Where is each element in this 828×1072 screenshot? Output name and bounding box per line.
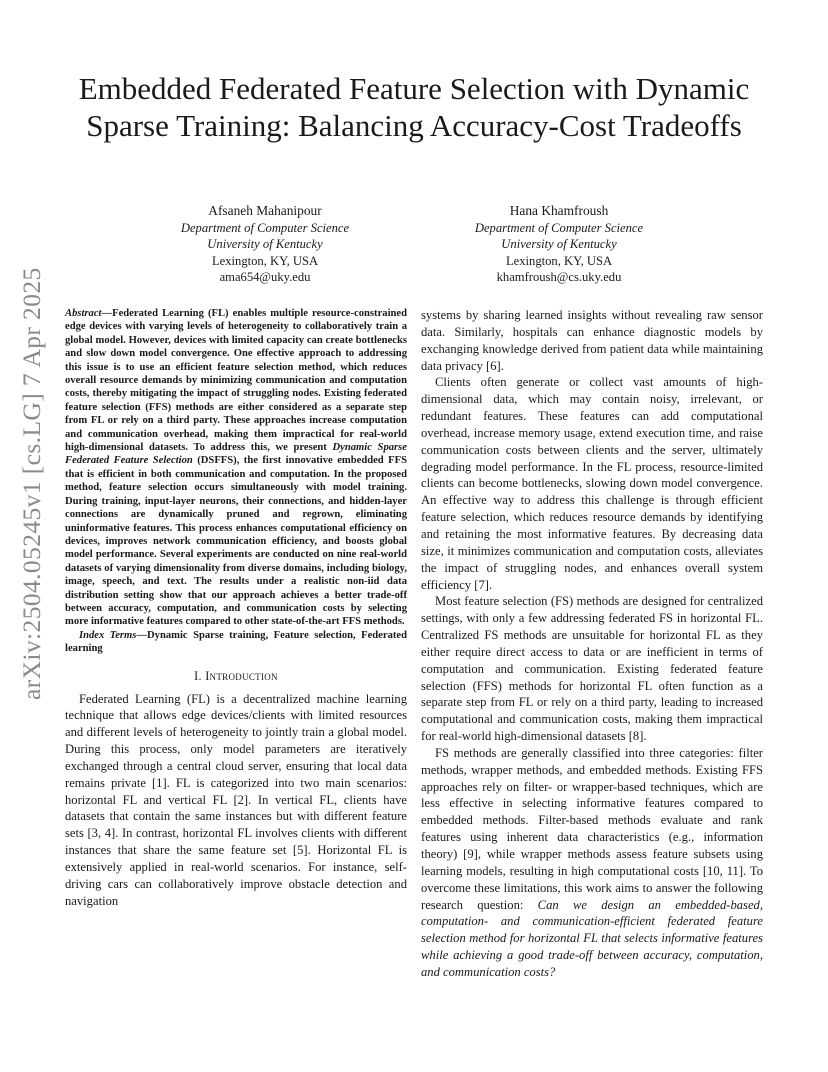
author-name: Afsaneh Mahanipour [208, 203, 322, 218]
abstract-label: Abstract [65, 308, 102, 319]
abstract [65, 307, 407, 629]
right-column [421, 307, 763, 981]
paper-title: Embedded Federated Feature Selection with Dynamic Sparse Training: Balancing Accuracy-Cost Tradeoffs [78, 71, 750, 143]
body-paragraph: Most feature selection (FS) methods are designed for centralized settings, with only a few addressing federated FS in horizontal FL. Centralized FS methods are unsuitable for horizontal FL as they either require direct access to data or are inefficient in terms of computation and communication. Existing federated feature selection (FFS) methods for horizontal FL often function as a separate step from FL or rely on a third party, leading to increased computational and communication costs, making them impractical for real-world high-dimensional datasets [8]. [421, 594, 763, 744]
author-university: University of Kentucky [207, 237, 323, 252]
section-title: Introduction [205, 668, 278, 683]
author-department: Department of Computer Science [474, 220, 644, 235]
section-heading [65, 669, 407, 684]
author-email[interactable]: ama654@uky.edu [219, 270, 311, 285]
author-email[interactable]: khamfroush@cs.uky.edu [496, 270, 622, 285]
author-location: Lexington, KY, USA [211, 253, 319, 268]
author-university: University of Kentucky [501, 237, 617, 252]
body-paragraph-last [421, 745, 763, 981]
abstract-text-part2: (DSFFS), the first innovative embedded FFS that is efficient in both communication and computation. In the proposed method, feature selection occurs simultaneously with model training. During training, input-layer neurons, their connections, and hidden-layer connections are dynamically pruned and regrown, eliminating uninformative features. This process enhances computational efficiency on devices, improves network communication efficiency, and boosts global model performance. Several experiments are conducted on nine real-world datasets of varying dimensionality from diverse domains, including biology, image, speech, and text. The results under a realistic non-iid data distribution setting show that our approach achieves a better trade-off between accuracy, computation, and communication costs by selecting more informative features compared to other state-of-the-art FFS methods. [65, 455, 407, 628]
author-name: Hana Khamfroush [509, 203, 609, 218]
index-terms [65, 629, 407, 656]
body-paragraph: Clients often generate or collect vast amounts of high-dimensional data, which may contain noisy, irrelevant, or redundant features. These features can add computational overhead, increase memory usage, extend execution time, and raise communication costs between clients and the server, ultimately degrading model performance. In the FL process, resource-limited clients can become bottlenecks, slowing down model convergence. An effective way to address this challenge is through efficient feature selection, which reduces resource demands by identifying and retaining the most informative features. By decreasing data size, it minimizes communication and computation costs, alleviates the impact of struggling nodes, and enhances overall system efficiency [7]. [421, 375, 763, 592]
section-number: I. [194, 668, 202, 683]
arxiv-identifier[interactable]: arXiv:2504.05245v1 [cs.LG] 7 Apr 2025 [17, 267, 46, 700]
abstract-text-part1: —Federated Learning (FL) enables multiple resource-constrained edge devices with varying levels of heterogeneity to collaboratively train a global model. However, devices with limited capacity can create bottlenecks and slow down model convergence. One effective approach to addressing this issue is to use an efficient feature selection method, which reduces overall resource demands by minimizing communication and computation costs, thereby mitigating the impact of struggling nodes. Existing federated feature selection (FFS) methods are either considered as a separate step from FL or rely on a third party. These approaches increase computation and communication overhead, making them impractical for real-world high-dimensional datasets. To address this, we present [65, 308, 407, 454]
body-paragraph: systems by sharing learned insights without revealing raw sensor data. Similarly, hospitals can enhance diagnostic models by exchanging knowledge derived from patient data while maintaining data privacy [6]. [421, 308, 763, 373]
author-block [409, 203, 709, 286]
index-terms-text: —Dynamic Sparse training, Feature selection, Federated learning [65, 629, 407, 655]
research-question: Can we design an embedded-based, computation- and communication-efficient federated feature selection method for horizontal FL that selects informative features while achieving a good trade-off between accuracy, computation, and communication costs? [421, 897, 763, 979]
author-department: Department of Computer Science [180, 220, 350, 235]
body-paragraph: Federated Learning (FL) is a decentralized machine learning technique that allows edge devices/clients with limited resources and different levels of heterogeneity to jointly train a global model. During this process, only model parameters are iteratively exchanged through a central cloud server, ensuring that local data remains private [1]. FL is categorized into two main scenarios: horizontal FL and vertical FL [2]. In vertical FL, clients have datasets that contain the same instances but with different feature sets [3, 4]. In contrast, horizontal FL involves clients with different instances that share the same feature set [5]. Horizontal FL is extensively applied in real-world scenarios. For instance, self-driving cars can collaboratively improve obstacle detection and navigation [65, 691, 407, 908]
paragraph-text: FS methods are generally classified into three categories: filter methods, wrapper methods, and embedded methods. Existing FFS approaches rely on filter- or wrapper-based techniques, which are less effective in selecting informative features compared to embedded methods. Filter-based methods evaluate and rank features using inherent data characteristics (e.g., information theory) [9], while wrapper methods assess feature subsets using learning models, resulting in high computational costs [10, 11]. To overcome these limitations, this work aims to answer the following research question: [421, 745, 763, 912]
abstract-method-name: Dynamic Sparse Federated Feature Selection [65, 442, 407, 467]
index-terms-label: Index Terms [79, 629, 137, 641]
left-column [65, 307, 407, 910]
author-location: Lexington, KY, USA [505, 253, 613, 268]
author-block [115, 203, 415, 286]
